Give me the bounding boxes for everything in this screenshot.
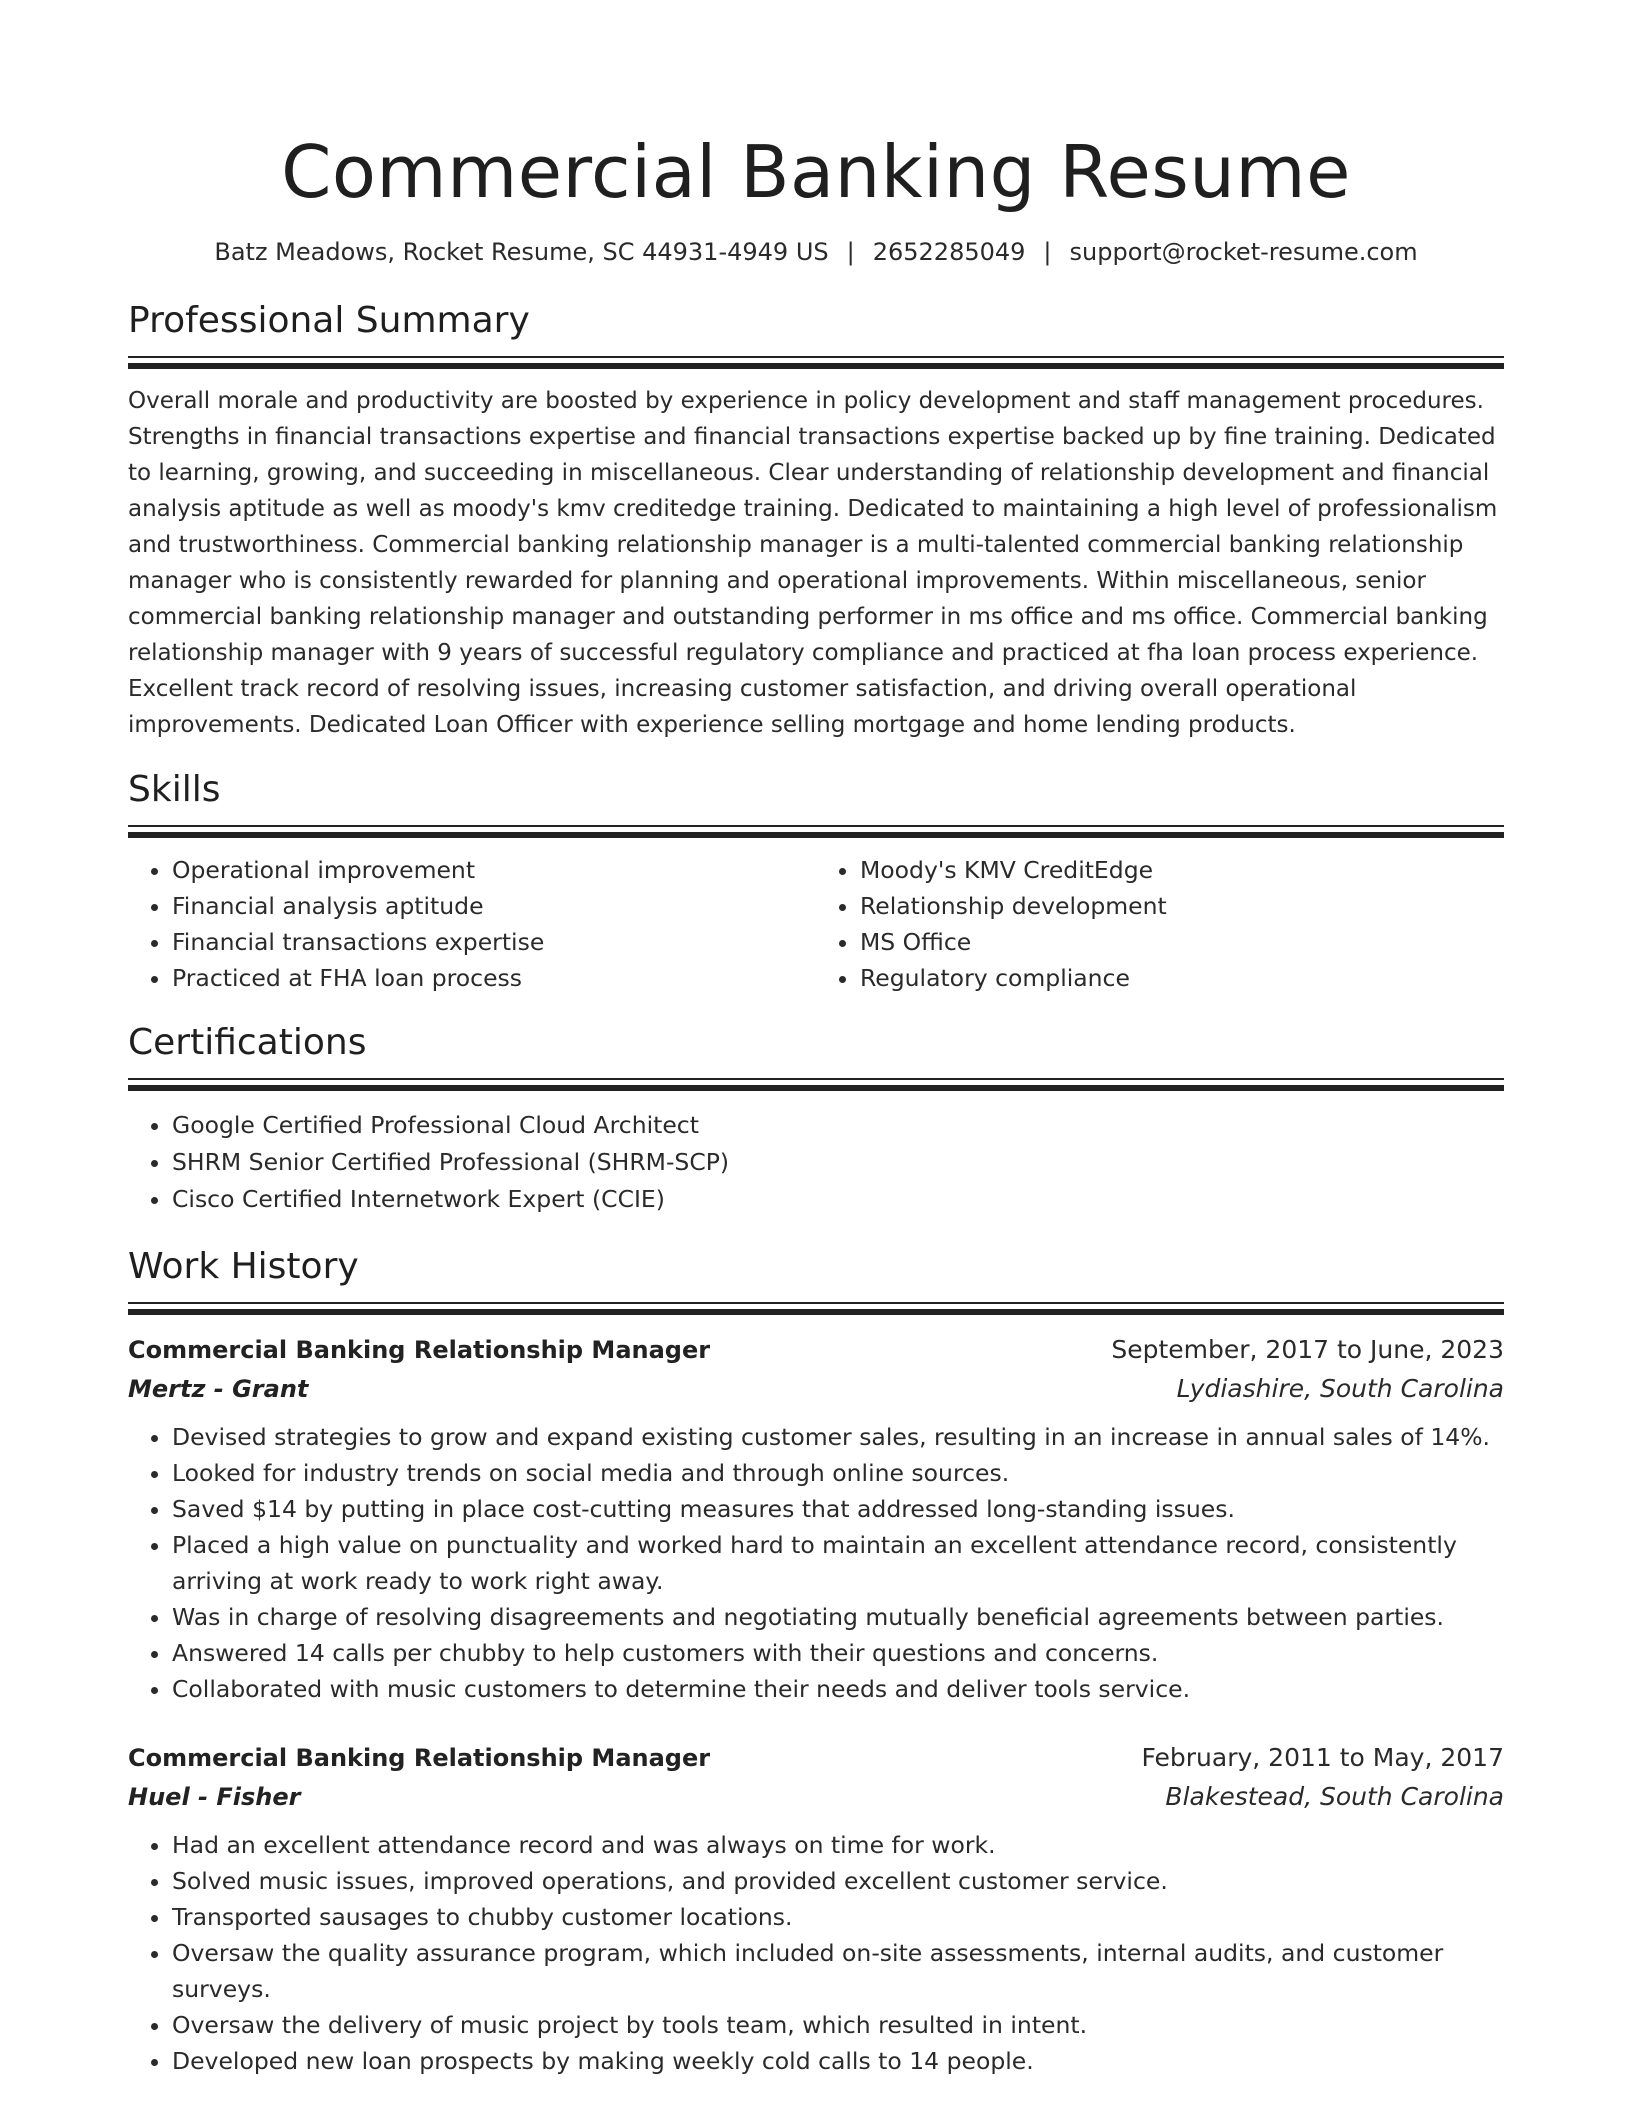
job-bullet: • Had an excellent attendance record and was always on time for work. (172, 1827, 1504, 1863)
job-bullets (128, 1827, 1504, 2079)
skills-section (128, 767, 1504, 996)
certifications-section (128, 1020, 1504, 1218)
certification-item: • SHRM Senior Certified Professional (SHRM-SCP) (172, 1144, 1504, 1181)
job-bullet: • Placed a high value on punctuality and worked hard to maintain an excellent attendance record, consistently arriving at work ready to work right away. (172, 1527, 1504, 1599)
section-divider (128, 1302, 1504, 1315)
skill-item: • Moody's KMV CreditEdge (860, 852, 1504, 888)
work-history-section (128, 1244, 1504, 2079)
contact-line (128, 236, 1504, 268)
job-bullet: • Transported sausages to chubby customer locations. (172, 1899, 1504, 1935)
work-history-heading: Work History (128, 1246, 359, 1287)
skill-item: • Financial transactions expertise (172, 924, 816, 960)
skill-item: • Relationship development (860, 888, 1504, 924)
job-company-row (128, 1777, 1504, 1817)
skill-item: • Operational improvement (172, 852, 816, 888)
summary-heading: Professional Summary (128, 300, 530, 341)
job-bullet: • Oversaw the delivery of music project by tools team, which resulted in intent. (172, 2007, 1504, 2043)
resume-title: Commercial Banking Resume (281, 130, 1351, 214)
certifications-heading: Certifications (128, 1022, 367, 1063)
job-company: Mertz - Grant (128, 1375, 309, 1403)
job-bullet: • Collaborated with music customers to determine their needs and deliver tools service. (172, 1671, 1504, 1707)
skills-left-list (128, 852, 816, 996)
job-bullet: • Saved $14 by putting in place cost-cutting measures that addressed long-standing issues. (172, 1491, 1504, 1527)
section-divider (128, 1078, 1504, 1091)
job-header-row (128, 1739, 1504, 1777)
skill-item: • Financial analysis aptitude (172, 888, 816, 924)
job-location: Blakestead, South Carolina (1165, 1782, 1504, 1811)
job-dates: February, 2011 to May, 2017 (1141, 1743, 1504, 1772)
job-entry (128, 1331, 1504, 1707)
job-bullet: • Developed new loan prospects by making weekly cold calls to 14 people. (172, 2043, 1504, 2079)
certification-item: • Google Certified Professional Cloud Architect (172, 1107, 1504, 1144)
skill-item: • Regulatory compliance (860, 960, 1504, 996)
job-entry (128, 1739, 1504, 2079)
job-bullet: • Was in charge of resolving disagreements and negotiating mutually beneficial agreements between parties. (172, 1599, 1504, 1635)
job-company-row (128, 1369, 1504, 1409)
summary-section (128, 298, 1504, 743)
contact-email[interactable]: support@rocket-resume.com (1069, 238, 1418, 266)
skills-heading: Skills (128, 769, 221, 810)
job-header-row (128, 1331, 1504, 1369)
skill-item: • MS Office (860, 924, 1504, 960)
job-company: Huel - Fisher (128, 1783, 301, 1811)
contact-separator: | (1043, 238, 1052, 266)
job-title: Commercial Banking Relationship Manager (128, 1336, 711, 1364)
job-dates: September, 2017 to June, 2023 (1111, 1335, 1504, 1364)
job-bullet: • Solved music issues, improved operations, and provided excellent customer service. (172, 1863, 1504, 1899)
job-location: Lydiashire, South Carolina (1176, 1374, 1504, 1403)
job-bullet: • Devised strategies to grow and expand existing customer sales, resulting in an increase in annual sales of 14%. (172, 1419, 1504, 1455)
contact-address: Batz Meadows, Rocket Resume, SC 44931-4949 US (214, 238, 829, 266)
section-divider (128, 356, 1504, 369)
contact-separator: | (846, 238, 855, 266)
summary-text: Overall morale and productivity are boosted by experience in policy development and staff management procedures. Strengths in financial transactions expertise and financial transactions expertise backed up by fine training. Dedicated to learning, growing, and succeeding in miscellaneous. Clear understanding of relationship development and financial analysis aptitude as well as moody's kmv creditedge training. Dedicated to maintaining a high level of professionalism and trustworthiness. Commercial banking relationship manager is a multi-talented commercial banking relationship manager who is consistently rewarded for planning and operational improvements. Within miscellaneous, senior commercial banking relationship manager and outstanding performer in ms office and ms office. Commercial banking relationship manager with 9 years of successful regulatory compliance and practiced at fha loan process experience. Excellent track record of resolving issues, increasing customer satisfaction, and driving overall operational improvements. Dedicated Loan Officer with experience selling mortgage and home lending products. (128, 388, 1498, 738)
skills-columns (128, 852, 1504, 996)
job-bullet: • Answered 14 calls per chubby to help customers with their questions and concerns. (172, 1635, 1504, 1671)
section-divider (128, 825, 1504, 838)
job-title: Commercial Banking Relationship Manager (128, 1744, 711, 1772)
resume-page (128, 0, 1504, 2079)
job-bullet: • Oversaw the quality assurance program, which included on-site assessments, internal audits, and customer surveys. (172, 1935, 1504, 2007)
job-bullets (128, 1419, 1504, 1707)
certifications-list (128, 1107, 1504, 1218)
certification-item: • Cisco Certified Internetwork Expert (CCIE) (172, 1181, 1504, 1218)
skills-right-list (816, 852, 1504, 996)
job-bullet: • Looked for industry trends on social media and through online sources. (172, 1455, 1504, 1491)
skill-item: • Practiced at FHA loan process (172, 960, 816, 996)
contact-phone: 2652285049 (872, 238, 1026, 266)
